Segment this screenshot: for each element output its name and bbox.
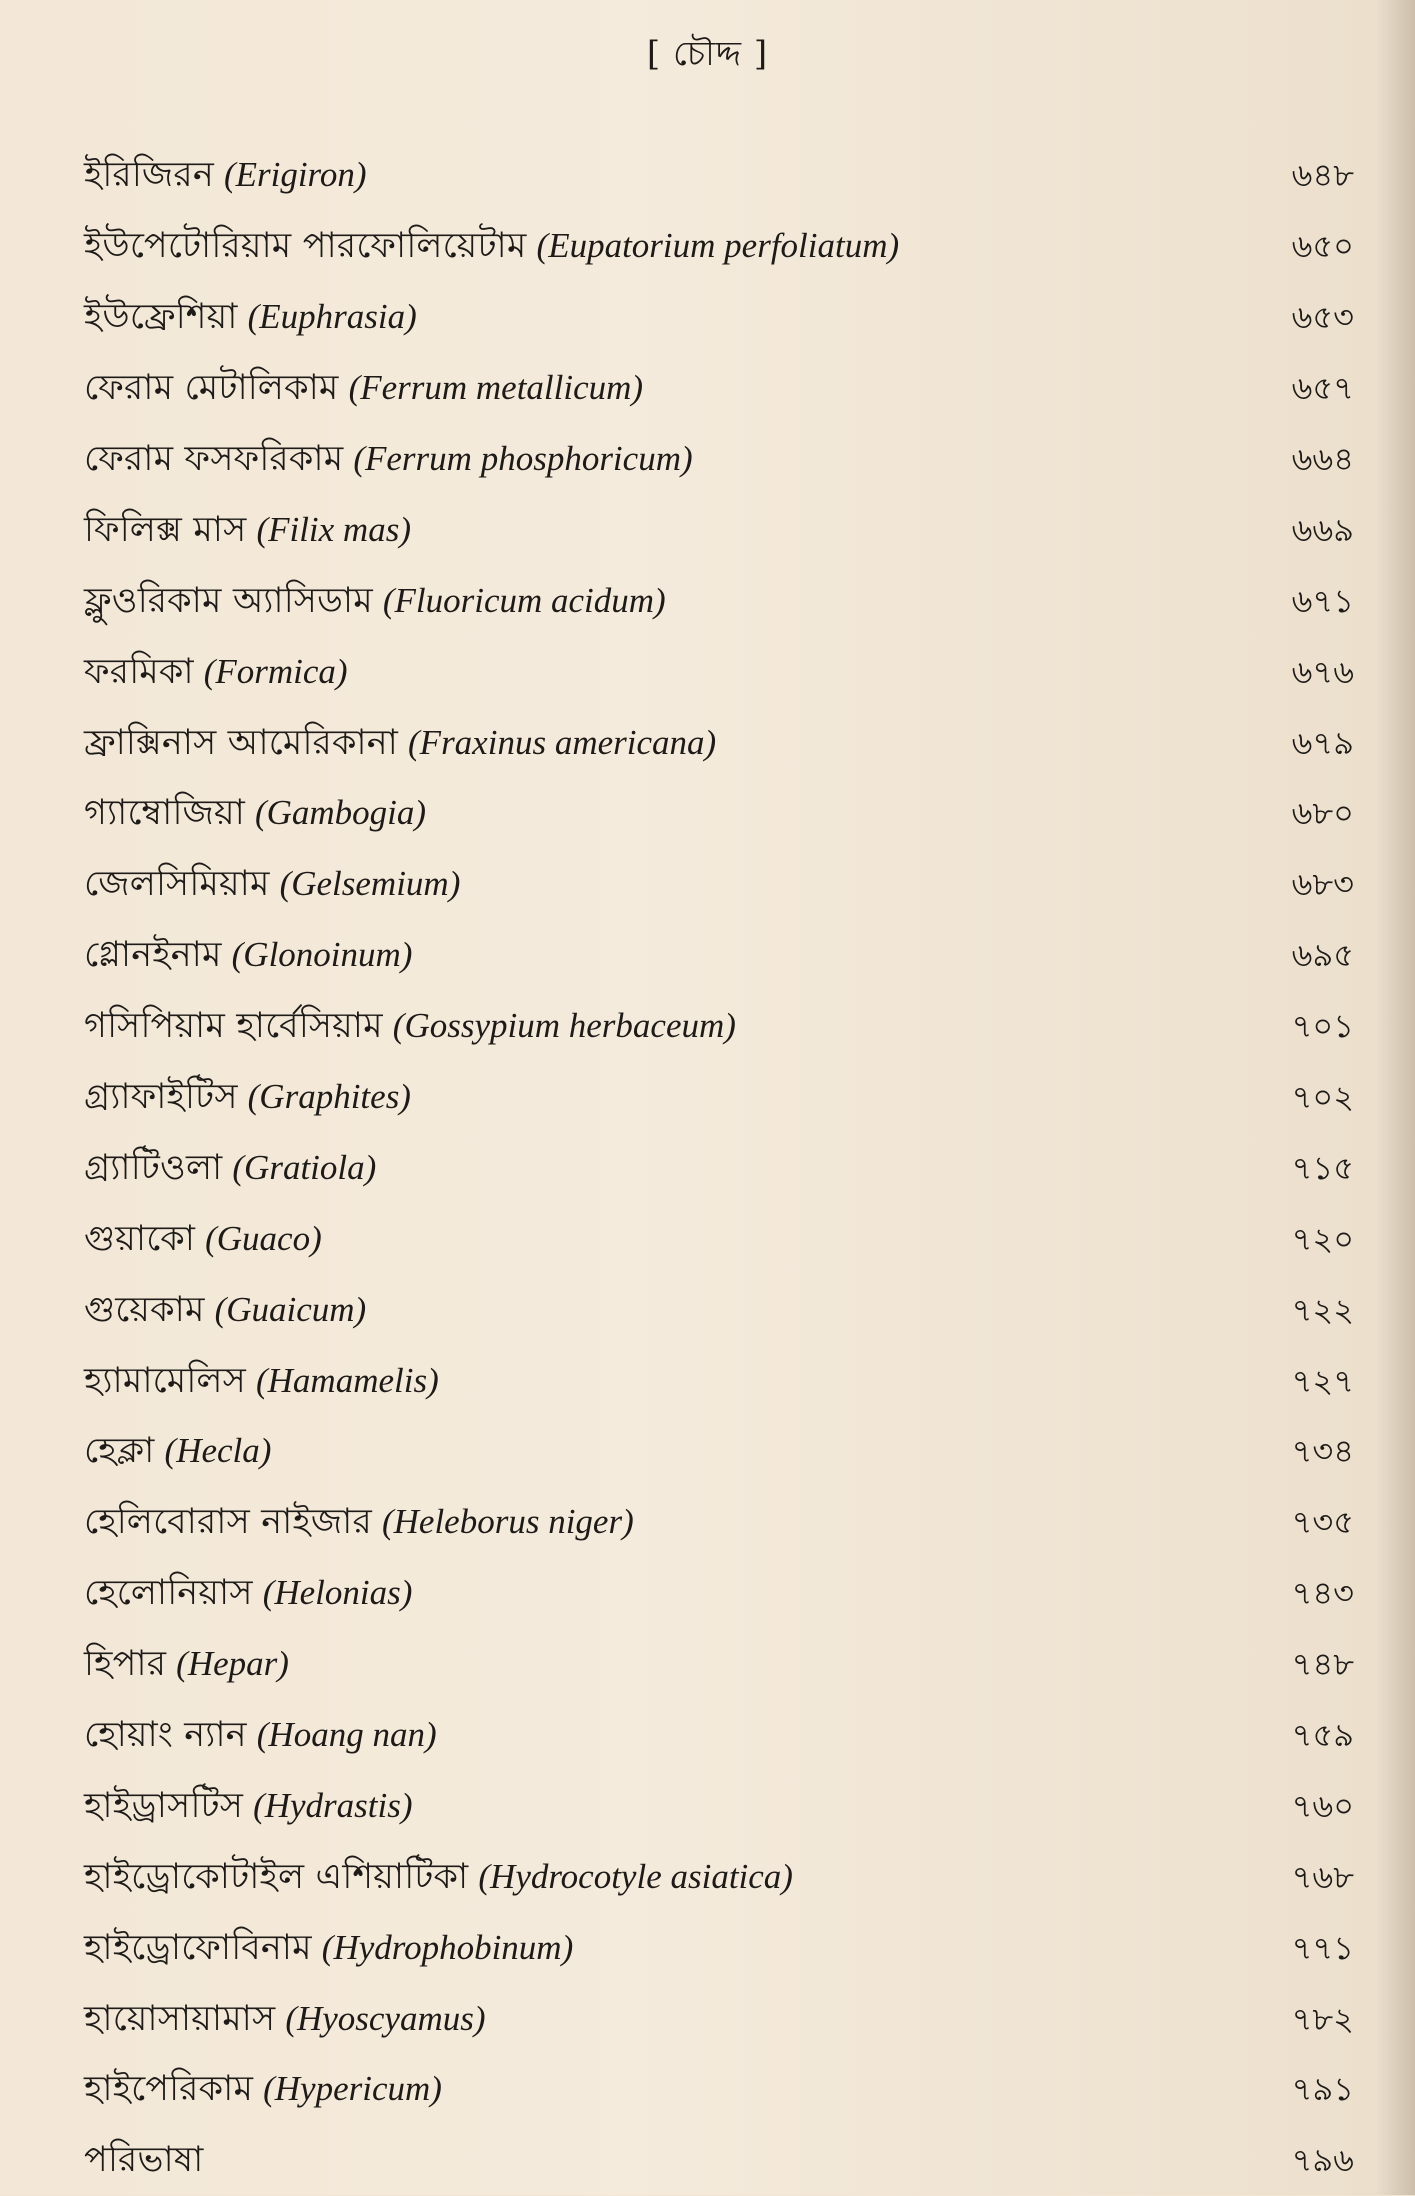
entry-bengali-name: ইউফ্রেশিয়া <box>84 297 238 338</box>
contents-entry <box>84 1062 1354 1133</box>
entry-bengali-name: হেলোনিয়াস <box>84 1573 253 1614</box>
entry-latin-name: (Gratiola) <box>232 1147 377 1187</box>
entry-bengali-name: হেক্লা <box>84 1431 155 1472</box>
entry-title <box>84 793 427 834</box>
entry-latin-name: (Fraxinus americana) <box>408 722 717 762</box>
contents-entry <box>84 1629 1354 1700</box>
entry-bengali-name: হাইড্রাসটিস <box>84 1785 244 1826</box>
contents-entry <box>84 1770 1354 1841</box>
entry-bengali-name: হোয়াং ন্যান <box>84 1715 247 1756</box>
entry-title <box>84 509 411 550</box>
entry-title <box>84 651 348 692</box>
entry-title <box>84 1998 486 2039</box>
contents-entry <box>84 707 1354 778</box>
entry-title <box>84 1573 413 1614</box>
entry-page-number: ৭১৫ <box>1291 1148 1354 1187</box>
contents-entry <box>84 353 1354 424</box>
entry-title <box>84 2069 442 2110</box>
contents-entry <box>84 282 1354 353</box>
entry-bengali-name: হিপার <box>84 1644 167 1685</box>
entry-bengali-name: হায়োসায়ামাস <box>84 1998 276 2039</box>
entry-latin-name: (Hoang nan) <box>256 1715 437 1755</box>
entry-page-number: ৬৫৩ <box>1291 298 1354 337</box>
contents-entry <box>84 424 1354 495</box>
entry-page-number: ৬৪৮ <box>1291 156 1354 195</box>
entry-latin-name: (Gelsemium) <box>279 864 461 904</box>
entry-bengali-name: ইরিজিরন <box>84 155 214 196</box>
entry-latin-name: (Hamamelis) <box>255 1360 439 1400</box>
entry-latin-name: (Hydrastis) <box>253 1785 413 1825</box>
entry-bengali-name: গুয়েকাম <box>84 1289 205 1330</box>
entry-latin-name: (Formica) <box>203 651 348 691</box>
contents-entry <box>84 2054 1354 2125</box>
entry-bengali-name: হ্যামামেলিস <box>84 1360 246 1401</box>
contents-entry <box>84 1345 1354 1416</box>
entry-bengali-name: ফ্রাক্সিনাস আমেরিকানা <box>84 722 399 763</box>
entry-title <box>84 1785 413 1826</box>
entry-title <box>84 864 461 905</box>
entry-page-number: ৭২২ <box>1291 1290 1354 1329</box>
contents-entry <box>84 494 1354 565</box>
entry-page-number: ৭৭১ <box>1291 1928 1354 1967</box>
entry-latin-name: (Glonoinum) <box>231 935 413 975</box>
contents-entry <box>84 565 1354 636</box>
contents-entry <box>84 1274 1354 1345</box>
contents-entry <box>84 1912 1354 1983</box>
entry-bengali-name: হাইড্রোকোটাইল এশিয়াটিকা <box>84 1856 469 1897</box>
entry-title <box>84 935 413 976</box>
entry-page-number: ৭৬০ <box>1291 1786 1354 1825</box>
entry-title <box>84 722 717 763</box>
contents-entry <box>84 1841 1354 1912</box>
entry-bengali-name: গ্র্যাটিওলা <box>84 1147 223 1188</box>
entry-page-number: ৭০১ <box>1291 1007 1354 1046</box>
entry-latin-name: (Guaicum) <box>214 1289 367 1329</box>
entry-page-number: ৬৯৫ <box>1291 936 1354 975</box>
entry-title <box>84 297 417 338</box>
entry-latin-name: (Hydrocotyle asiatica) <box>478 1856 793 1896</box>
entry-page-number: ৭৩৫ <box>1291 1503 1354 1542</box>
contents-entry <box>84 1558 1354 1629</box>
entry-title <box>84 1431 272 1472</box>
entry-bengali-name: গ্র্যাফাইটিস <box>84 1077 238 1118</box>
entry-latin-name: (Hydrophobinum) <box>321 1927 574 1967</box>
entry-title <box>84 1360 439 1401</box>
entry-title <box>84 441 693 477</box>
entry-latin-name: (Fluoricum acidum) <box>382 580 666 620</box>
entry-page-number: ৬৬৪ <box>1291 440 1354 478</box>
entry-title <box>84 2139 214 2180</box>
entry-title <box>84 1644 289 1685</box>
entry-page-number: ৭৪৩ <box>1291 1574 1354 1613</box>
entry-page-number: ৬৭৯ <box>1291 723 1354 762</box>
entry-bengali-name: জেলসিমিয়াম <box>84 864 270 905</box>
entry-title <box>84 1006 736 1047</box>
entry-bengali-name: ইউপেটোরিয়াম পারফোলিয়েটাম <box>84 226 527 267</box>
entry-page-number: ৭২০ <box>1291 1219 1354 1258</box>
entry-latin-name: (Gossypium herbaceum) <box>392 1006 736 1046</box>
page-header: [ চৌদ্দ ] <box>646 34 769 74</box>
entry-page-number: ৬৫৭ <box>1291 369 1354 408</box>
entry-page-number: ৭৮২ <box>1291 1999 1354 2038</box>
entry-title <box>84 1927 574 1968</box>
entry-page-number: ৭৫৯ <box>1291 1716 1354 1755</box>
entry-bengali-name: হাইড্রোফোবিনাম <box>84 1927 312 1968</box>
contents-list <box>84 140 1354 2196</box>
entry-latin-name: (Hecla) <box>164 1431 272 1471</box>
entry-latin-name: (Euphrasia) <box>247 297 417 337</box>
entry-latin-name: (Eupatorium perfoliatum) <box>536 226 900 266</box>
entry-page-number: ৭৯১ <box>1291 2070 1354 2109</box>
entry-page-number: ৭৯৬ <box>1291 2141 1354 2180</box>
contents-entry <box>84 636 1354 707</box>
entry-bengali-name: গ্যাম্বোজিয়া <box>84 793 245 834</box>
contents-entry <box>84 1700 1354 1771</box>
contents-entry <box>84 778 1354 849</box>
entry-latin-name: (Gambogia) <box>254 793 427 833</box>
entry-page-number: ৭৬৮ <box>1291 1857 1354 1896</box>
entry-bengali-name: ফেরাম মেটালিকাম <box>84 368 339 409</box>
entry-bengali-name: হাইপেরিকাম <box>84 2069 254 2110</box>
entry-title <box>84 1289 367 1330</box>
entry-title <box>84 1856 793 1897</box>
contents-entry <box>84 849 1354 920</box>
entry-page-number: ৬৭৬ <box>1291 652 1354 691</box>
contents-entry <box>84 1487 1354 1558</box>
contents-entry <box>84 1132 1354 1203</box>
entry-page-number: ৭৩৪ <box>1291 1432 1354 1471</box>
entry-latin-name: (Erigiron) <box>223 155 367 195</box>
entry-bengali-name: গুয়াকো <box>84 1218 196 1259</box>
entry-bengali-name: ফিলিক্স মাস <box>84 509 247 550</box>
contents-entry <box>84 1203 1354 1274</box>
contents-entry <box>84 2125 1354 2196</box>
entry-latin-name: (Heleborus niger) <box>381 1502 634 1542</box>
entry-page-number: ৭২৭ <box>1291 1361 1354 1400</box>
entry-bengali-name: গসিপিয়াম হার্বেসিয়াম <box>84 1006 383 1047</box>
page-edge-shadow <box>1375 0 1415 2195</box>
entry-title <box>84 580 666 621</box>
entry-latin-name: (Hepar) <box>176 1644 289 1684</box>
entry-latin-name: (Helonias) <box>262 1573 413 1613</box>
entry-bengali-name: পরিভাষা <box>84 2139 204 2180</box>
entry-title <box>84 1502 634 1543</box>
entry-bengali-name: গ্লোনইনাম <box>84 935 222 976</box>
entry-title <box>84 155 367 196</box>
contents-entry <box>84 1983 1354 2054</box>
entry-bengali-name: ফ্লুওরিকাম অ্যাসিডাম <box>84 580 373 621</box>
entry-title <box>84 1218 322 1259</box>
entry-page-number: ৬৮০ <box>1291 794 1354 833</box>
entry-title <box>84 226 900 267</box>
entry-page-number: ৭০২ <box>1291 1078 1354 1117</box>
entry-title <box>84 1077 411 1118</box>
contents-entry <box>84 920 1354 991</box>
entry-page-number: ৬৫০ <box>1291 227 1354 266</box>
entry-latin-name: (Filix mas) <box>256 509 411 549</box>
entry-page-number: ৭৪৮ <box>1291 1645 1354 1684</box>
entry-page-number: ৬৮৩ <box>1291 865 1354 904</box>
entry-latin-name: (Ferrum phosphoricum) <box>353 439 693 478</box>
entry-latin-name: (Guaco) <box>205 1218 322 1258</box>
entry-latin-name: (Hyoscyamus) <box>285 1998 486 2038</box>
entry-latin-name: (Ferrum metallicum) <box>348 368 644 408</box>
entry-title <box>84 1147 377 1188</box>
entry-bengali-name: ফেরাম ফসফরিকাম <box>84 439 344 479</box>
entry-page-number: ৬৭১ <box>1291 581 1354 620</box>
entry-page-number: ৬৬৯ <box>1291 510 1354 549</box>
entry-bengali-name: ফরমিকা <box>84 651 194 692</box>
entry-title <box>84 1715 437 1756</box>
entry-latin-name: (Hypericum) <box>263 2069 442 2109</box>
contents-entry <box>84 1416 1354 1487</box>
entry-bengali-name: হেলিবোরাস নাইজার <box>84 1502 372 1543</box>
contents-entry <box>84 211 1354 282</box>
contents-entry <box>84 140 1354 211</box>
contents-entry <box>84 991 1354 1062</box>
entry-latin-name: (Graphites) <box>247 1077 411 1117</box>
entry-title <box>84 368 644 409</box>
